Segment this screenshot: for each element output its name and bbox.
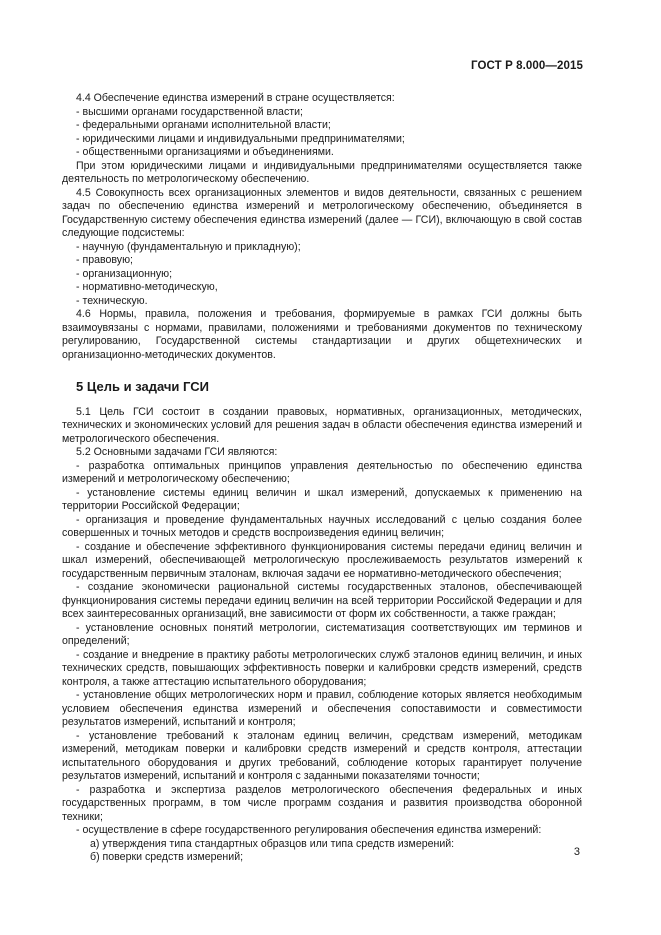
list-item: - техническую.	[76, 294, 148, 307]
list-item: - разработка и экспертиза разделов метрологического обеспечения федеральных и иных государственных программ, в том числе программ создания и развития производства оборонной техники;	[62, 783, 582, 823]
section-4-4-intro: 4.4 Обеспечение единства измерений в стране осуществляется:	[76, 92, 395, 104]
list-item: - разработка оптимальных принципов управления деятельностью по обеспечению единства измерений и метрологическому обеспечению;	[62, 459, 582, 485]
section-5-heading: 5 Цель и задачи ГСИ	[76, 379, 209, 394]
list-item: - юридическими лицами и индивидуальными предпринимателями;	[76, 132, 405, 145]
list-item: - федеральными органами исполнительной власти;	[76, 119, 331, 131]
section-4-4-note: При этом юридическими лицами и индивидуальными предпринимателями осуществляется также деятельность по метрологическому обеспечению.	[62, 159, 582, 185]
list-item: - общественными организациями и объединениями.	[76, 146, 334, 158]
section-4-5-intro: 4.5 Совокупность всех организационных элементов и видов деятельности, связанных с решением задач по обеспечению единства измерений и метрологическому обеспечению, объединяется в Государственную систему обеспечения единства измерений (далее — ГСИ), включающую в свой состав следующие подсистемы:	[62, 186, 582, 239]
list-item: - установление основных понятий метрологии, систематизация соответствующих им терминов и определений;	[62, 621, 582, 647]
page-number: 3	[573, 846, 580, 858]
sub-list-item: а) утверждения типа стандартных образцов или типа средств измерений:	[90, 837, 455, 850]
list-item: - установление общих метрологических норм и правил, соблюдение которых является необходимым условием обеспечения единства измерений и обеспечения сопоставимости и совместимости результатов измерений, испытаний и контроля;	[62, 689, 582, 728]
list-item: - осуществление в сфере государственного регулирования обеспечения единства измерений:	[76, 824, 542, 836]
list-item: - организация и проведение фундаментальных научных исследований с целью создания более совершенных и точных методов и средств воспроизведения единиц величин;	[62, 513, 582, 539]
section-5-2-intro: 5.2 Основными задачами ГСИ являются:	[76, 446, 278, 458]
list-item: - создание экономически рациональной системы государственных эталонов, обеспечивающей функционирования системы передачи единиц величин на всей территории Российской Федерации и для всех заинтересованных организаций, вне зависимости от форм их собственности, а также граждан;	[62, 581, 582, 620]
list-item: - нормативно-методическую,	[76, 281, 218, 293]
list-item: - создание и обеспечение эффективного функционирования системы передачи единиц величин и шкал измерений, обеспечивающей метрологическую прослеживаемость результатов измерений к государственным первичным эталонам, включая задачи ее нормативно-методического обеспечения;	[62, 540, 582, 580]
list-item: - установление требований к эталонам единиц величин, средствам измерений, методикам измерений, методикам поверки и калибровки средств измерений и средств контроля, аттестации испытательного оборудования и других требований, соблюдение которых гарантирует получение результатов измерений, испытаний и контроля с заданными показателями точности;	[62, 729, 582, 782]
document-body	[62, 92, 582, 865]
list-item: - организационную;	[76, 267, 173, 280]
list-item: - высшими органами государственной власти;	[76, 105, 303, 118]
section-5-1: 5.1 Цель ГСИ состоит в создании правовых, нормативных, организационных, методических, технических и экономических условий для решения задач в области обеспечения единства измерений и метрологического обеспечения.	[62, 405, 582, 445]
document-code: ГОСТ Р 8.000—2015	[471, 60, 583, 72]
list-item: - установление системы единиц величин и шкал измерений, допускаемых к применению на территории Российской Федерации;	[62, 486, 582, 512]
list-item: - создание и внедрение в практику работы метрологических служб эталонов единиц величин, и иных технических средств, повышающих эффективность поверки и калибровки средств измерений, средств контроля, а также аттестацию испытательного оборудования;	[62, 648, 582, 688]
section-4-6: 4.6 Нормы, правила, положения и требования, формируемые в рамках ГСИ должны быть взаимоувязаны с нормами, правилами, положениями и требованиями документов по техническому регулированию, Государственной системы стандартизации и других общетехнических и организационно-методических документов.	[62, 308, 582, 361]
list-item: - научную (фундаментальную и прикладную);	[76, 240, 301, 253]
sub-list-item: б) поверки средств измерений;	[90, 851, 244, 863]
list-item: - правовую;	[76, 254, 133, 266]
